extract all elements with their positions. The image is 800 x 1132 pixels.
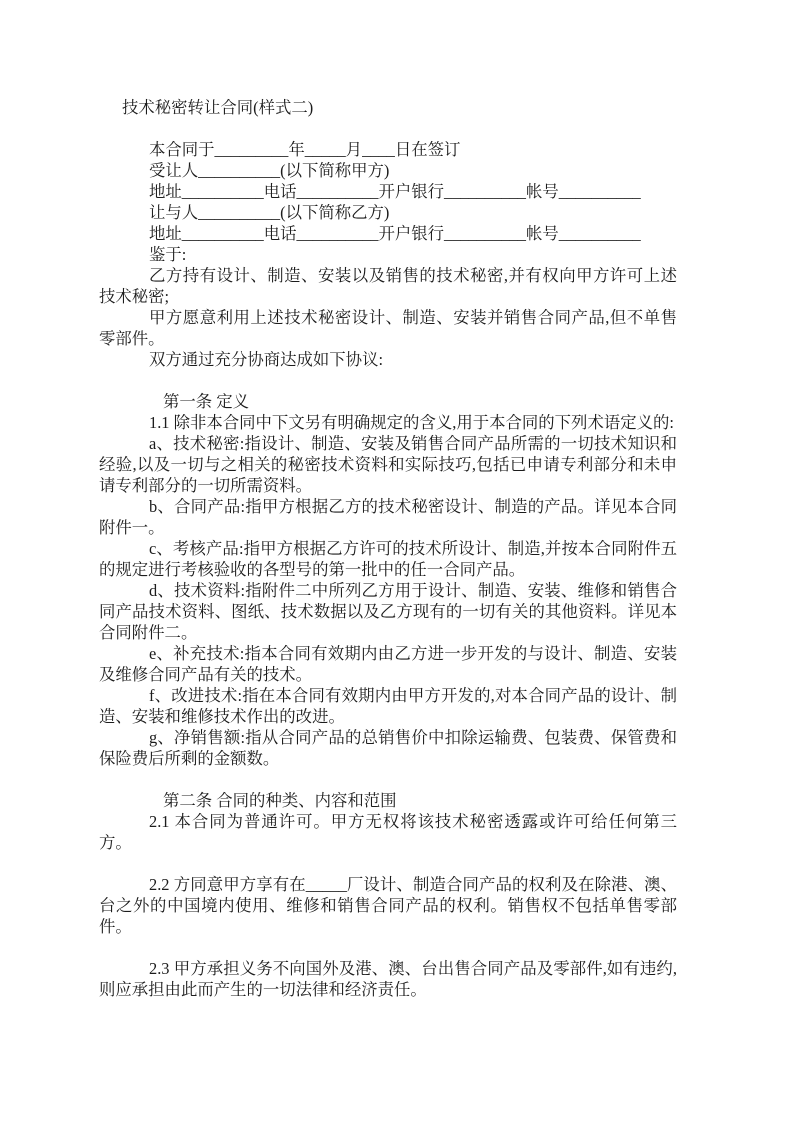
paragraph-def-a: a、技术秘密:指设计、制造、安装及销售合同产品所需的一切技术知识和经验,以及一切与之相关的秘密技术资料和实际技巧,包括已申请专利部分和未申请专利部分的一切所需资料。 [99, 434, 677, 495]
paragraph-address-a: 地址__________电话__________开户银行__________帐号__________ [149, 182, 641, 201]
paragraph-2-1: 2.1 本合同为普通许可。甲方无权将该技术秘密透露或许可给任何第三方。 [99, 812, 677, 852]
paragraph-def-c: c、考核产品:指甲方根据乙方许可的技术所设计、制造,并按本合同附件五的规定进行考核验收的各型号的第一批中的任一合同产品。 [99, 539, 677, 579]
paragraph-transferee: 受让人__________(以下简称甲方) [149, 161, 390, 180]
contract-title: 技术秘密转让合同(样式二) [122, 98, 314, 117]
paragraph-transferor: 让与人__________(以下简称乙方) [149, 203, 390, 222]
paragraph-def-b: b、合同产品:指甲方根据乙方的技术秘密设计、制造的产品。详见本合同附件一。 [99, 497, 677, 537]
contract-document [99, 97, 677, 1000]
paragraph-1-1: 1.1 除非本合同中下文另有明确规定的含义,用于本合同的下列术语定义的: [149, 413, 674, 432]
paragraph-def-f: f、改进技术:指在本合同有效期内由甲方开发的,对本合同产品的设计、制造、安装和维修技术作出的改进。 [99, 686, 677, 726]
section-heading-article-1: 第一条 定义 [163, 392, 250, 411]
paragraph-2-2: 2.2 方同意甲方享有在_____厂设计、制造合同产品的权利及在除港、澳、台之外的中国境内使用、维修和销售合同产品的权利。销售权不包括单售零部件。 [99, 875, 677, 936]
paragraph-party-b-holds: 乙方持有设计、制造、安装以及销售的技术秘密,并有权向甲方许可上述技术秘密; [99, 266, 677, 306]
paragraph-whereas: 鉴于: [149, 245, 187, 264]
paragraph-date-line: 本合同于_________年_____月____日在签订 [149, 140, 461, 159]
paragraph-def-e: e、补充技术:指本合同有效期内由乙方进一步开发的与设计、制造、安装及维修合同产品有关的技术。 [99, 644, 677, 684]
paragraph-address-b: 地址__________电话__________开户银行__________帐号__________ [149, 224, 641, 243]
section-heading-article-2: 第二条 合同的种类、内容和范围 [163, 791, 397, 810]
paragraph-def-d: d、技术资料:指附件二中所列乙方用于设计、制造、安装、维修和销售合同产品技术资料、图纸、技术数据以及乙方现有的一切有关的其他资料。详见本合同附件二。 [99, 581, 677, 642]
paragraph-2-3: 2.3 甲方承担义务不向国外及港、澳、台出售合同产品及零部件,如有违约,则应承担由此而产生的一切法律和经济责任。 [99, 959, 677, 999]
paragraph-party-a-willing: 甲方愿意利用上述技术秘密设计、制造、安装并销售合同产品,但不单售零部件。 [99, 308, 677, 348]
paragraph-def-g: g、净销售额:指从合同产品的总销售价中扣除运输费、包装费、保管费和保险费后所剩的金额数。 [99, 728, 677, 768]
paragraph-agreement-intro: 双方通过充分协商达成如下协议: [149, 350, 384, 369]
